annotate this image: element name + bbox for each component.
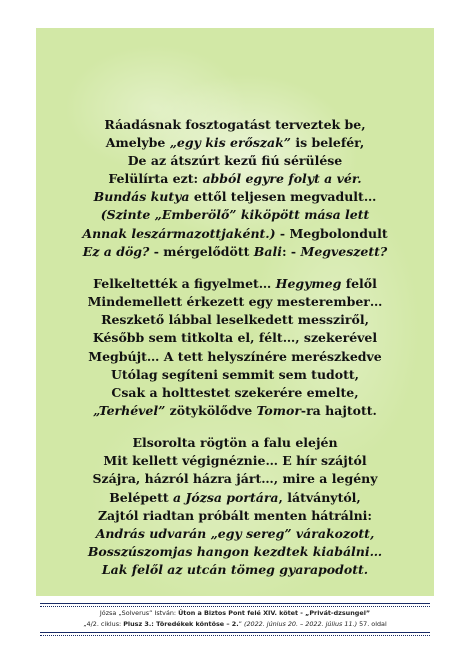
- text-run: Megbújt… A tett helyszínére merészkedve: [88, 348, 382, 364]
- italic-text: várakozott,: [295, 525, 375, 541]
- poem-line: [36, 243, 434, 261]
- stanza: [36, 434, 434, 579]
- text-run: Felülírta ezt:: [108, 171, 203, 187]
- footer-rule-bottom-dotted: [40, 635, 430, 636]
- text-run: „4/2. ciklus:: [83, 620, 124, 628]
- text-run: -ra hajtott.: [300, 402, 377, 418]
- poem-line: [36, 275, 434, 293]
- text-run: Csak a holttestet szekerére emelte,: [111, 384, 359, 400]
- bold-text: Úton a Biztos Pont felé XIV. kötet - „Privát-dzsungel”: [178, 609, 371, 617]
- text-run: - mérgelődött: [149, 243, 254, 259]
- text-run: Utólag segíteni semmit sem tudott,: [110, 366, 360, 382]
- text-run: Később sem titkolta el, félt…, szekerével: [92, 330, 378, 346]
- poem-line: [36, 170, 434, 188]
- poem-line: [36, 434, 434, 452]
- italic-text: Tomor: [256, 402, 301, 418]
- footer-rule-top-dotted: [40, 606, 430, 607]
- poem-line: [36, 507, 434, 525]
- footer-rule-bottom: [40, 632, 430, 633]
- text-run: - Megbolondult: [275, 225, 388, 241]
- text-run: Amelybe: [105, 135, 170, 151]
- italic-text: (2022. június 20. – 2022. július 11.): [243, 620, 358, 628]
- poem-line: [36, 543, 434, 561]
- italic-text: Lak felől az utcán tömeg gyarapodott.: [101, 561, 369, 577]
- poem-line: [36, 366, 434, 384]
- italic-text: „Terhével”: [93, 402, 166, 418]
- italic-text: Annak leszármazottjaként.): [82, 225, 276, 241]
- text-run: ”: [238, 620, 244, 628]
- poem-line: [36, 384, 434, 402]
- italic-text: Hegymeg: [275, 276, 342, 292]
- italic-text: „egy kis erőszak”: [169, 135, 291, 151]
- text-run: Józsa „Solverus” István:: [99, 609, 179, 617]
- italic-text: Bundás kutya: [93, 189, 190, 205]
- italic-text: Bali: [253, 243, 282, 259]
- poem-line: [36, 561, 434, 579]
- text-run: Mit kellett végignéznie… E hír szájtól: [103, 453, 367, 469]
- text-run: felől: [341, 276, 377, 292]
- italic-text: Megveszett?: [300, 243, 388, 259]
- italic-text: (Szinte „Emberölő” kiköpött mása lett: [100, 207, 370, 223]
- poem-line: [36, 188, 434, 206]
- footer-line-1: [36, 608, 434, 618]
- poem-text: [36, 116, 434, 593]
- text-run: 57. oldal: [357, 620, 387, 628]
- poem-line: [36, 329, 434, 347]
- italic-text: Bosszúszomjas hangon kezdtek kiabálni…: [87, 543, 383, 559]
- italic-text: Ez a dög?: [82, 243, 150, 259]
- text-run: Mindemellett érkezett egy mesterember…: [87, 294, 383, 310]
- text-run: ettől teljesen megvadult…: [189, 189, 377, 205]
- poem-line: [36, 311, 434, 329]
- poem-line: [36, 134, 434, 152]
- poem-line: [36, 152, 434, 170]
- text-run: De az átszúrt kezű fiú sérülése: [127, 153, 343, 169]
- poem-line: [36, 116, 434, 134]
- text-run: : -: [281, 243, 301, 259]
- footer-line-2: [36, 619, 434, 629]
- footer-rule-top: [40, 603, 430, 604]
- text-run: Ráadásnak fosztogatást terveztek be,: [104, 117, 366, 132]
- poem-line: [36, 348, 434, 366]
- stanza: [36, 116, 434, 261]
- text-run: Szájra, házról házra járt…, mire a legény: [92, 471, 378, 487]
- poem-line: [36, 525, 434, 543]
- italic-text: András udvarán „egy sereg”: [95, 525, 292, 541]
- text-run: Elsorolta rögtön a falu elején: [132, 435, 338, 451]
- text-run: , látványtól,: [278, 489, 361, 505]
- text-run: Felkeltették a figyelmet…: [93, 276, 276, 292]
- stanza: [36, 275, 434, 420]
- poem-line: [36, 402, 434, 420]
- poem-line: [36, 206, 434, 224]
- poem-line: [36, 452, 434, 470]
- bold-text: Plusz 3.: Töredékek köntöse – 2.: [123, 620, 239, 628]
- text-run: is belefér,: [290, 135, 365, 151]
- text-run: Reszkető lábbal leselkedett messziről,: [101, 312, 369, 328]
- text-run: zötykölődve: [165, 402, 257, 418]
- text-run: Belépett: [109, 489, 174, 505]
- italic-text: abból egyre folyt a vér.: [202, 171, 362, 187]
- italic-text: a Józsa portára: [173, 489, 279, 505]
- poem-line: [36, 470, 434, 488]
- poem-line: [36, 293, 434, 311]
- poem-line: [36, 225, 434, 243]
- poem-line: [36, 489, 434, 507]
- text-run: Zajtól riadtan próbált menten hátrálni:: [97, 507, 373, 523]
